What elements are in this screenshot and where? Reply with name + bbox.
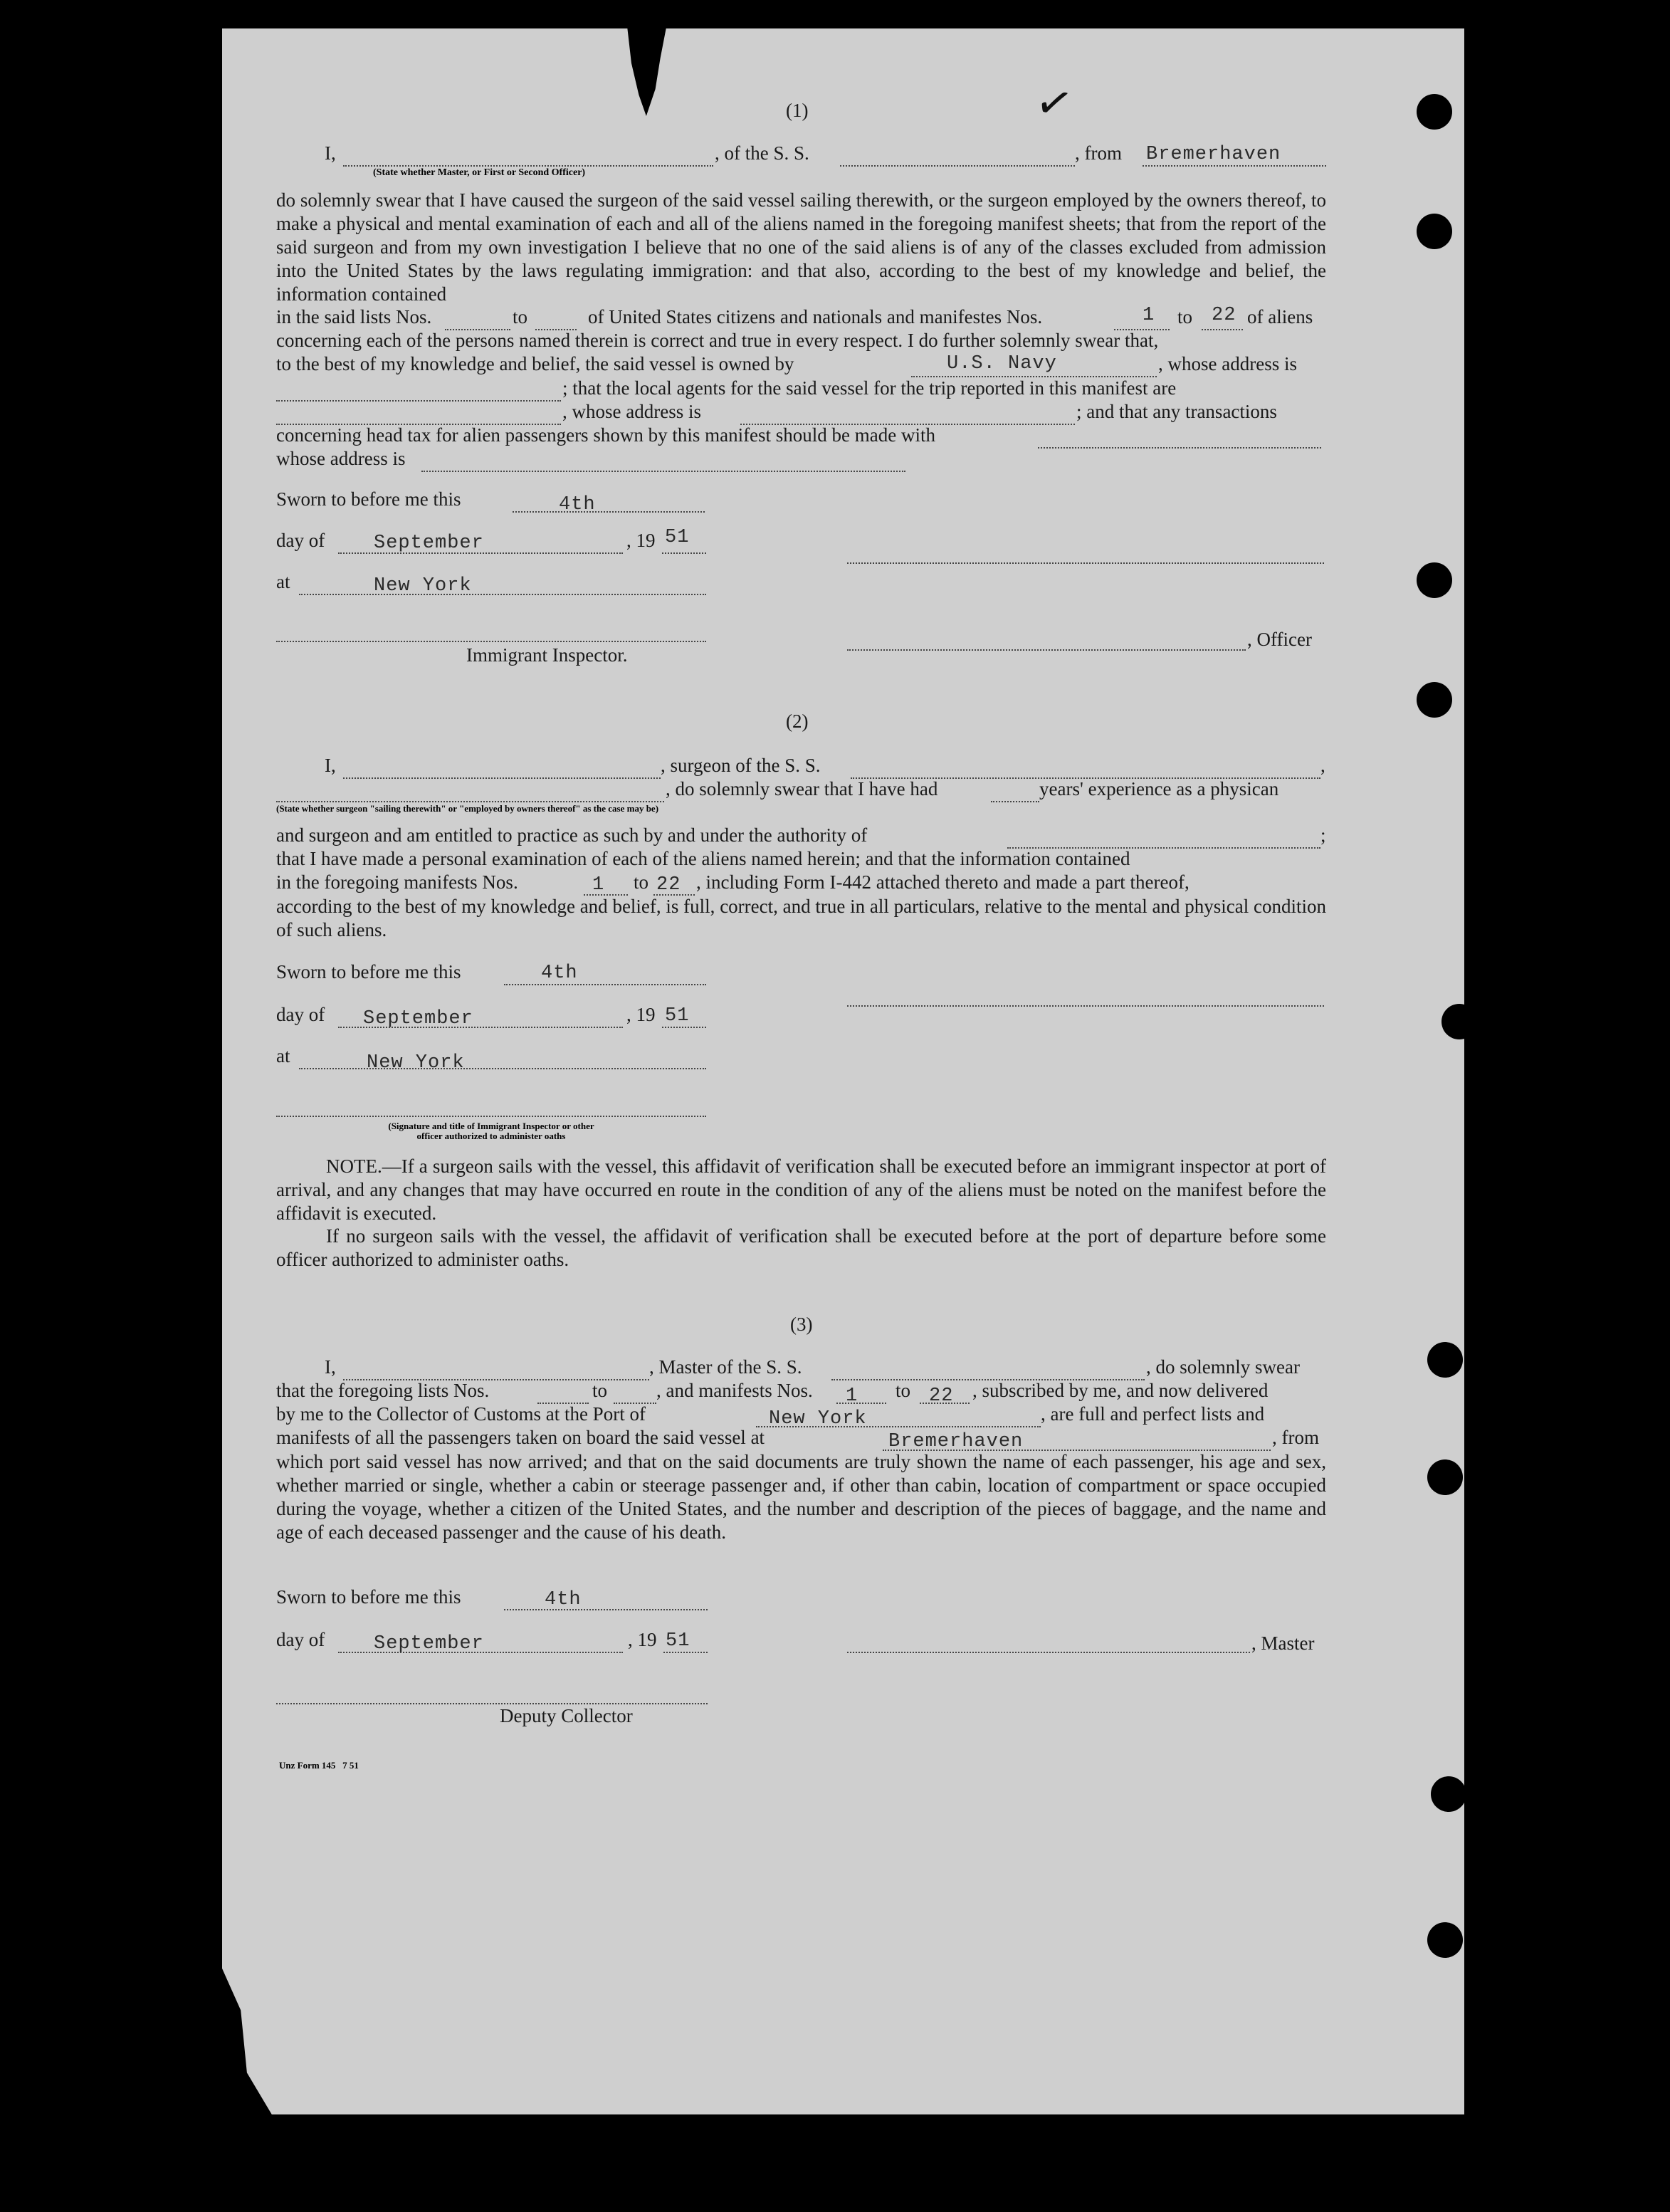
full-lists-label: , are full and perfect lists and: [1041, 1403, 1265, 1425]
s2-manifest-to-value: 22: [656, 874, 681, 896]
master-i-label: I,: [325, 1356, 336, 1378]
master-ship-field[interactable]: [831, 1356, 1145, 1380]
authority-label: and surgeon and am entitled to practice as such by and under the authority of: [276, 824, 868, 846]
form-id: Unz Form 145 7 51: [279, 1760, 359, 1771]
collector-label: by me to the Collector of Customs at the Port of: [276, 1403, 646, 1425]
punch-hole: [1427, 1459, 1463, 1495]
transactions-label: ; and that any transactions: [1076, 401, 1277, 422]
owned-by-label: to the best of my knowledge and belief, the said vessel is owned by: [276, 353, 794, 374]
surgeon-of-label: , surgeon of the S. S.: [661, 755, 821, 776]
lists-to-field[interactable]: [535, 306, 577, 330]
s2-year-value: 51: [665, 1005, 690, 1027]
s2-sig-note-1: (Signature and title of Immigrant Inspector or other: [388, 1121, 594, 1131]
s3-day-of-label: day of: [276, 1629, 325, 1650]
agents-address-label: , whose address is: [562, 401, 701, 422]
punch-hole: [1441, 1004, 1477, 1039]
owner-address-label: , whose address is: [1158, 353, 1297, 374]
from-label-s3: , from: [1272, 1427, 1319, 1448]
s3-lists-label: that the foregoing lists Nos.: [276, 1380, 490, 1401]
head-tax-field[interactable]: [1038, 424, 1321, 449]
s3-sworn-label: Sworn to before me this: [276, 1586, 461, 1608]
s2-sig-note-2: officer authorized to administer oaths: [416, 1131, 566, 1141]
agents-address-field[interactable]: [740, 401, 1075, 425]
note-paragraph-2: If no surgeon sails with the vessel, the affidavit of verification shall be executed before at the port of departure before some officer authorized to administer oaths.: [276, 1225, 1326, 1270]
s2-manifest-from-field[interactable]: [584, 871, 628, 896]
head-tax-label: concerning head tax for alien passengers shown by this manifest should be made with: [276, 424, 936, 446]
section-2-number: (2): [786, 711, 809, 732]
master-of-label: , Master of the S. S.: [649, 1356, 802, 1378]
citizens-label: of United States citizens and nationals and manifestes Nos.: [588, 306, 1043, 327]
authority-field[interactable]: [1007, 824, 1320, 849]
s2-manifest-to-label: to: [634, 871, 649, 893]
owner-value: U.S. Navy: [947, 353, 1057, 374]
experience-label: , do solemnly swear that I have had: [666, 778, 938, 800]
years-field[interactable]: [991, 778, 1039, 802]
punch-hole: [1417, 562, 1452, 598]
punch-hole: [1417, 214, 1452, 249]
lists-from-field[interactable]: [445, 306, 510, 330]
s2-surgeon-signature-field[interactable]: [847, 982, 1324, 1007]
surgeon-name-field[interactable]: [343, 755, 661, 779]
master-name-field[interactable]: [343, 1356, 649, 1380]
s2-manifest-from-value: 1: [592, 874, 605, 896]
agents-label: ; that the local agents for the said vessel for the trip reported in this manifest are: [562, 377, 1177, 399]
lists-label: in the said lists Nos.: [276, 306, 432, 327]
year-value: 51: [665, 527, 690, 548]
surgeon-note: (State whether surgeon "sailing therewith" or "employed by owners thereof" as the case may be): [276, 803, 659, 814]
physician-label: years' experience as a physican: [1039, 778, 1279, 800]
sworn-day-field[interactable]: [513, 488, 705, 513]
from-port-value: Bremerhaven: [1146, 144, 1281, 165]
s3-manifest-from-value: 1: [846, 1385, 858, 1407]
s3-sworn-day-value: 4th: [545, 1589, 582, 1610]
s3-manifests-label: , and manifests Nos.: [656, 1380, 813, 1401]
sworn-label: Sworn to before me this: [276, 488, 461, 510]
deputy-collector-label: Deputy Collector: [500, 1705, 633, 1726]
s2-place-value: New York: [367, 1052, 465, 1074]
inspector-label: Immigrant Inspector.: [466, 644, 628, 666]
punch-hole: [1427, 1342, 1463, 1378]
vessel-label: manifests of all the passengers taken on board the said vessel at: [276, 1427, 765, 1448]
lists-to-label: to: [513, 306, 528, 327]
deputy-signature-field[interactable]: [276, 1680, 708, 1704]
section-1-body-2: concerning each of the persons named therein is correct and true in every respect. I do further solemnly swear that,: [276, 330, 1159, 351]
head-tax-address-label: whose address is: [276, 448, 406, 469]
inspector-signature-field[interactable]: [276, 618, 706, 642]
place-value: New York: [374, 575, 472, 597]
officer-i-label: I,: [325, 142, 336, 164]
s2-inspector-signature-field[interactable]: [276, 1093, 706, 1117]
at-label: at: [276, 571, 290, 592]
port-value: New York: [769, 1408, 867, 1430]
section-3-number: (3): [790, 1314, 813, 1335]
surgeon-ship-field[interactable]: [851, 755, 1320, 779]
officer-note: (State whether Master, or First or Second Officer): [373, 167, 586, 178]
of-ss-label: , of the S. S.: [715, 142, 809, 164]
head-tax-address-field[interactable]: [421, 448, 905, 472]
punch-hole: [1431, 1776, 1466, 1812]
s3-subscribed-label: , subscribed by me, and now delivered: [972, 1380, 1269, 1401]
s2-sworn-label: Sworn to before me this: [276, 961, 461, 982]
s3-year-prefix: , 19: [628, 1629, 657, 1650]
surgeon-type-field[interactable]: [276, 778, 664, 802]
manifest-from-field[interactable]: [1114, 306, 1170, 330]
owner-address-field[interactable]: [276, 377, 561, 402]
s2-at-label: at: [276, 1045, 290, 1066]
s3-lists-from-field[interactable]: [537, 1380, 589, 1404]
note-paragraph-1: NOTE.—If a surgeon sails with the vessel, this affidavit of verification shall be executed before an immigrant inspector at port of arrival, and any changes that may have occurred en route in the condition of any of the aliens must be noted on the manifest before the affidavit is executed.: [276, 1155, 1326, 1224]
s3-lists-to-field[interactable]: [614, 1380, 656, 1404]
officer-name-line[interactable]: [847, 627, 1246, 651]
form-i442-label: , including Form I-442 attached thereto and made a part thereof,: [696, 871, 1190, 893]
officer-name-field[interactable]: [343, 142, 713, 167]
check-mark: ✓: [1031, 76, 1078, 132]
master-label: , Master: [1251, 1632, 1315, 1654]
s2-sworn-day-field[interactable]: [504, 961, 706, 985]
s3-manifest-to-label: to: [896, 1380, 911, 1401]
s3-year-value: 51: [666, 1630, 690, 1652]
s2-sworn-day-value: 4th: [541, 963, 578, 984]
s3-sworn-day-field[interactable]: [504, 1586, 708, 1610]
s3-manifest-to-value: 22: [929, 1385, 954, 1407]
master-signature-field[interactable]: [847, 1629, 1250, 1653]
section-3-body: which port said vessel has now arrived; and that on the said documents are truly shown the name of each passenger, his age and sex, whether married or single, whether a cabin or steerage passenger and, if other than cabin, location of compartment or space occupied during the voyage, whether a citizen of the United States, and the number and description of the pieces of baggage, and the name and age of each deceased passenger and the cause of his death.: [276, 1451, 1326, 1543]
section-2-body-a: that I have made a personal examination of each of the aliens named herein; and that the information contained: [276, 848, 1130, 869]
s3-month-value: September: [374, 1633, 484, 1655]
day-of-label: day of: [276, 530, 325, 551]
vessel-port-value: Bremerhaven: [888, 1431, 1024, 1452]
section-1-body: do solemnly swear that I have caused the surgeon of the said vessel sailing therewith, or the surgeon employed by the owners thereof, to make a physical and mental examination of each and all of the aliens named in the foregoing manifest sheets; that from the report of the said surgeon and from my own investigation I believe that no one of the said aliens is of any of the classes excluded from admission into the United States by the laws regulating immigration: and that also, according to the best of my knowledge and belief, the information contained: [276, 189, 1326, 305]
manifests-label: in the foregoing manifests Nos.: [276, 871, 518, 893]
s2-month-value: September: [363, 1008, 473, 1029]
punch-hole: [1427, 1922, 1463, 1958]
section-1-number: (1): [786, 100, 809, 121]
section-2-body-b: according to the best of my knowledge and belief, is full, correct, and true in all particulars, relative to the mental and physical condition of such aliens.: [276, 896, 1326, 940]
agents-field[interactable]: [276, 401, 561, 425]
manifest-to-label: to: [1177, 306, 1193, 327]
from-label: , from: [1075, 142, 1122, 164]
officer-label: , Officer: [1247, 629, 1312, 650]
officer-signature-field[interactable]: [847, 540, 1324, 564]
year-prefix: , 19: [626, 530, 656, 551]
month-value: September: [374, 533, 484, 554]
s2-place-field[interactable]: [299, 1045, 706, 1069]
master-swear-label: , do solemnly swear: [1146, 1356, 1300, 1378]
s3-lists-to-label: to: [592, 1380, 608, 1401]
surgeon-i-label: I,: [325, 755, 336, 776]
place-field[interactable]: [299, 571, 706, 595]
punch-hole: [1417, 682, 1452, 718]
s3-manifest-from-field[interactable]: [836, 1380, 886, 1404]
ship-name-field[interactable]: [840, 142, 1075, 167]
s2-day-of-label: day of: [276, 1004, 325, 1025]
sworn-day-value: 4th: [559, 494, 596, 515]
punch-hole: [1417, 94, 1452, 130]
of-aliens-label: of aliens: [1247, 306, 1313, 327]
s2-year-prefix: , 19: [626, 1004, 656, 1025]
manifest-to-value: 22: [1212, 305, 1236, 326]
manifest-from-value: 1: [1143, 305, 1155, 326]
